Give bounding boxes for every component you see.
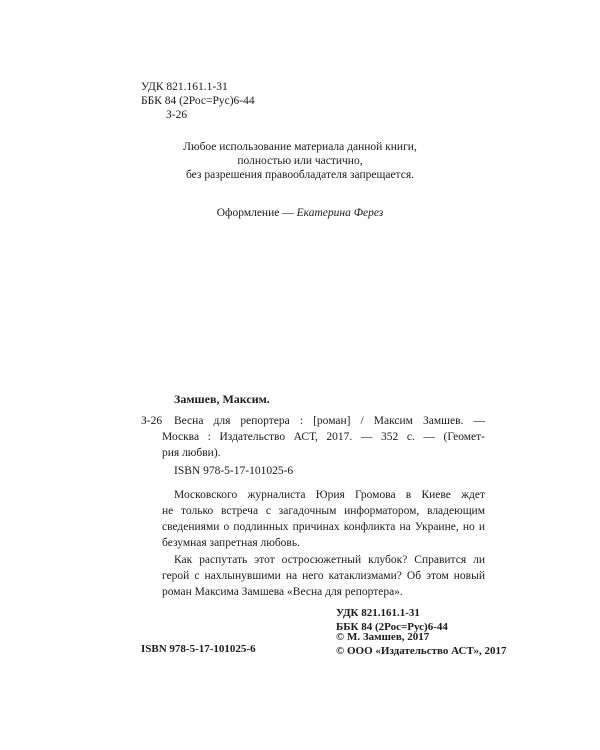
notice-line-1: Любое использование материала данной книги, [183,141,417,153]
annotation-p1-line-2: не только встреча с загадочным информатором, владеющим [162,505,485,517]
footer-isbn: ISBN 978-5-17-101025-6 [141,643,256,655]
annotation-p1-line-4: безумная запретная любовь. [162,537,300,549]
design-credit-name: Екатерина Ферез [296,207,384,219]
catalog-udk: УДК 821.161.1-31 [336,607,420,619]
bbk-top: ББК 84 (2Рос=Рус)6-44 [141,95,255,107]
annotation-p2-line-1: Как распутать этот остросюжетный клубок? Справится ли [174,554,485,566]
copyright-author: © М. Замшев, 2017 [336,631,430,643]
catalog-title-line-1: Весна для репортера : [роман] / Максим Замшев. — [174,415,485,427]
annotation-p1-line-1: Московского журналиста Юрия Громова в Киеве ждет [174,489,485,501]
notice-line-3: без разрешения правообладателя запрещается. [185,169,414,181]
design-credit-label: Оформление — [216,207,297,219]
udk-top: УДК 821.161.1-31 [141,81,228,93]
annotation-p2-line-3: роман Максима Замшева «Весна для репортера». [162,586,403,598]
catalog-author: Замшев, Максим. [174,392,270,406]
catalog-title-line-3: рия любви). [162,447,221,459]
author-mark-top: З-26 [166,109,188,121]
catalog-title-line-2: Москва : Издательство АСТ, 2017. — 352 с. — (Геомет- [162,431,485,443]
copyright-publisher: © ООО «Издательство АСТ», 2017 [336,645,507,657]
annotation-p2-line-2: герой с нахлынувшими на него катаклизмами? Об этом новый [162,570,485,582]
catalog-isbn: ISBN 978-5-17-101025-6 [174,465,294,477]
catalog-bbk: ББК 84 (2Рос=Рус)6-44 [336,621,448,633]
notice-line-2: полностью или частично, [237,155,363,167]
annotation-p1-line-3: сведениями о подлинных причинах конфликта на Украине, но и [162,521,485,533]
catalog-code: З-26 [141,415,163,427]
design-credit [130,206,470,220]
